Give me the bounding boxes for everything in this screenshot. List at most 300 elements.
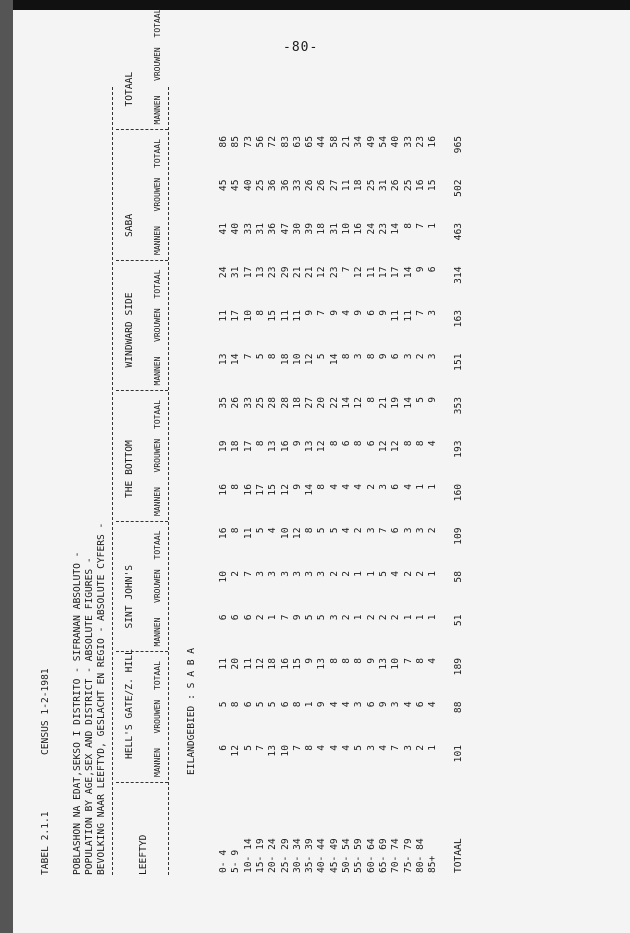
table-cell: 4 <box>328 701 340 708</box>
table-cell: 13 <box>267 745 279 757</box>
table-cell: 6 <box>427 266 439 273</box>
table-cell: 6 <box>242 614 254 621</box>
table-cell: 1 <box>402 614 414 621</box>
table-cell: 5 <box>304 614 316 621</box>
table-cell: 8 <box>267 353 279 360</box>
table-cell: 1 <box>365 571 377 577</box>
column-separator <box>116 391 168 392</box>
table-cell: 1 <box>427 571 439 577</box>
total-cell: 58 <box>453 571 465 583</box>
table-cell: 4 <box>427 658 439 664</box>
table-cell: 10 <box>218 571 229 583</box>
table-cell: 1 <box>427 614 439 621</box>
title-papiamento: POBLASHON NA EDAT,SEKSO I DISTRITO - SIFRANAN ABSOLUTO - <box>72 551 83 875</box>
table-cell: 11 <box>242 658 254 670</box>
page-number: -80- <box>283 40 319 55</box>
table-cell: 12 <box>316 440 328 453</box>
table-cell: 9 <box>316 701 328 708</box>
table-cell: 29 <box>279 266 291 279</box>
table-cell: 3 <box>414 527 426 534</box>
column-subheader: TOTAAL <box>153 8 162 38</box>
age-label: 75- 79 <box>402 838 414 873</box>
table-cell: 20 <box>316 397 328 409</box>
table-cell: 23 <box>414 136 426 148</box>
table-cell: 14 <box>230 353 242 366</box>
table-cell: 4 <box>341 527 352 534</box>
table-cell: 7 <box>316 310 328 316</box>
column-subheader: TOTAAL <box>153 139 162 168</box>
table-cell: 6 <box>414 701 426 708</box>
age-label: 5- 9 <box>230 849 242 873</box>
table-cell: 14 <box>341 397 352 409</box>
table-cell: 2 <box>414 745 426 751</box>
table-cell: 4 <box>402 484 414 490</box>
table-cell: 8 <box>341 658 352 664</box>
table-cell: 83 <box>279 136 291 148</box>
age-label: 0- 4 <box>218 849 229 873</box>
age-label: 10- 14 <box>242 838 254 873</box>
table-cell: 41 <box>218 223 229 235</box>
table-cell: 4 <box>427 440 439 447</box>
table-cell: 23 <box>328 266 340 279</box>
table-cell: 11 <box>218 658 229 670</box>
table-cell: 17 <box>254 484 266 496</box>
table-cell: 3 <box>427 353 439 360</box>
table-cell: 6 <box>218 614 229 621</box>
table-cell: 1 <box>414 614 426 621</box>
table-cell: 12 <box>353 266 365 279</box>
table-cell: 13 <box>316 658 328 670</box>
table-cell: 1 <box>427 484 439 490</box>
table-cell: 24 <box>365 223 377 235</box>
table-cell: 5 <box>242 745 254 751</box>
table-cell: 49 <box>365 136 377 148</box>
table-cell: 10 <box>242 310 254 322</box>
total-cell: 160 <box>453 484 465 502</box>
table-cell: 3 <box>427 310 439 316</box>
table-cell: 1 <box>353 571 365 577</box>
table-cell: 8 <box>230 484 242 490</box>
table-cell: 36 <box>267 179 279 192</box>
total-cell: 965 <box>453 136 465 154</box>
table-cell: 2 <box>341 614 352 621</box>
table-cell: 86 <box>218 136 229 148</box>
table-cell: 11 <box>291 310 303 322</box>
table-cell: 8 <box>254 440 266 447</box>
table-cell: 13 <box>254 266 266 279</box>
table-cell: 28 <box>267 397 279 409</box>
table-cell: 8 <box>230 701 242 708</box>
table-cell: 12 <box>304 353 316 366</box>
table-cell: 12 <box>390 440 402 453</box>
header-rule-top <box>112 87 113 875</box>
table-cell: 16 <box>279 440 291 453</box>
table-cell: 33 <box>242 397 254 409</box>
table-cell: 7 <box>414 223 426 229</box>
column-separator <box>116 521 168 522</box>
column-subheader: MANNEN <box>153 487 162 516</box>
table-cell: 6 <box>390 353 402 360</box>
table-cell: 15 <box>291 658 303 670</box>
total-cell: 193 <box>453 440 465 458</box>
total-cell: 151 <box>453 353 465 371</box>
table-cell: 5 <box>414 397 426 403</box>
table-cell: 8 <box>402 440 414 447</box>
table-cell: 25 <box>254 397 266 409</box>
table-cell: 36 <box>267 223 279 235</box>
table-cell: 10 <box>291 353 303 366</box>
table-cell: 3 <box>353 353 365 360</box>
table-cell: 6 <box>279 701 291 708</box>
table-cell: 6 <box>218 745 229 751</box>
table-cell: 26 <box>230 397 242 409</box>
table-cell: 9 <box>377 701 389 708</box>
age-label: 80- 84 <box>414 838 426 873</box>
table-cell: 21 <box>377 397 389 409</box>
column-subheader: VROUWEN <box>153 177 162 212</box>
column-subheader: MANNEN <box>153 617 162 647</box>
table-cell: 22 <box>328 397 340 409</box>
table-cell: 9 <box>304 658 316 664</box>
table-cell: 6 <box>365 440 377 447</box>
table-cell: 33 <box>291 179 303 192</box>
table-cell: 2 <box>427 527 439 534</box>
table-cell: 8 <box>402 223 414 229</box>
table-cell: 26 <box>390 179 402 192</box>
table-cell: 12 <box>377 440 389 453</box>
table-cell: 18 <box>316 223 328 235</box>
table-cell: 10 <box>341 223 352 235</box>
table-cell: 8 <box>414 658 426 664</box>
table-cell: 5 <box>254 353 266 360</box>
table-cell: 1 <box>304 701 316 708</box>
table-cell: 31 <box>230 266 242 279</box>
column-subheader: VROUWEN <box>153 438 162 473</box>
column-subheader: VROUWEN <box>153 569 162 603</box>
table-cell: 13 <box>304 440 316 453</box>
column-group-header: THE BOTTOM <box>124 440 135 498</box>
table-cell: 9 <box>414 266 426 273</box>
table-cell: 3 <box>402 353 414 360</box>
table-cell: 4 <box>402 701 414 708</box>
table-cell: 16 <box>427 136 439 148</box>
table-cell: 14 <box>402 397 414 409</box>
table-cell: 5 <box>377 571 389 577</box>
table-cell: 10 <box>279 527 291 540</box>
table-cell: 8 <box>254 310 266 316</box>
table-cell: 4 <box>267 527 279 534</box>
table-cell: 6 <box>365 701 377 708</box>
table-cell: 11 <box>242 527 254 540</box>
column-subheader: TOTAAL <box>153 269 162 299</box>
table-cell: 3 <box>291 571 303 577</box>
table-cell: 9 <box>365 658 377 664</box>
table-cell: 1 <box>353 614 365 621</box>
table-cell: 7 <box>242 353 254 360</box>
table-cell: 65 <box>304 136 316 148</box>
table-cell: 18 <box>267 658 279 670</box>
table-cell: 11 <box>390 310 402 322</box>
column-subheader: TOTAAL <box>153 661 162 690</box>
table-cell: 36 <box>279 179 291 192</box>
column-group-header: HELL'S GATE/Z. HILL <box>124 649 135 759</box>
table-cell: 25 <box>402 179 414 192</box>
table-cell: 11 <box>365 266 377 279</box>
table-cell: 5 <box>267 701 279 708</box>
table-cell: 26 <box>316 179 328 192</box>
scan-top-border <box>0 0 630 10</box>
table-cell: 8 <box>353 658 365 664</box>
table-cell: 3 <box>267 571 279 577</box>
age-label: 15- 19 <box>254 838 266 873</box>
table-cell: 2 <box>365 484 377 490</box>
table-cell: 2 <box>341 571 352 577</box>
table-cell: 25 <box>365 179 377 192</box>
table-cell: 8 <box>304 527 316 534</box>
table-cell: 1 <box>427 223 439 229</box>
table-cell: 3 <box>365 745 377 751</box>
table-cell: 5 <box>254 701 266 708</box>
table-cell: 23 <box>377 223 389 235</box>
table-cell: 5 <box>353 745 365 751</box>
table-cell: 4 <box>341 310 352 316</box>
table-cell: 31 <box>328 223 340 235</box>
table-cell: 7 <box>341 266 352 273</box>
table-cell: 19 <box>218 440 229 453</box>
table-cell: 9 <box>328 310 340 316</box>
table-cell: 11 <box>279 310 291 322</box>
table-cell: 2 <box>414 571 426 577</box>
table-cell: 12 <box>254 658 266 670</box>
column-subheader: VROUWEN <box>153 308 162 342</box>
table-cell: 27 <box>328 179 340 192</box>
table-cell: 12 <box>291 527 303 540</box>
column-subheader: TOTAAL <box>153 400 162 429</box>
age-label: 65- 69 <box>377 838 389 873</box>
table-cell: 4 <box>341 484 352 490</box>
age-label: 25- 29 <box>279 838 291 873</box>
table-cell: 11 <box>218 310 229 322</box>
table-cell: 6 <box>390 527 402 534</box>
table-cell: 18 <box>291 397 303 409</box>
table-cell: 3 <box>328 614 340 621</box>
table-cell: 5 <box>316 527 328 534</box>
age-label: 50- 54 <box>341 838 352 873</box>
table-cell: 31 <box>377 179 389 192</box>
table-cell: 2 <box>414 353 426 360</box>
table-cell: 17 <box>377 266 389 279</box>
table-cell: 4 <box>377 745 389 751</box>
table-cell: 12 <box>279 484 291 496</box>
table-cell: 9 <box>291 614 303 621</box>
table-cell: 40 <box>230 223 242 235</box>
table-cell: 13 <box>218 353 229 366</box>
table-cell: 24 <box>218 266 229 279</box>
table-cell: 16 <box>218 484 229 496</box>
total-cell: 88 <box>453 701 465 714</box>
table-cell: 23 <box>267 266 279 279</box>
column-subheader: MANNEN <box>153 226 162 255</box>
total-cell: 109 <box>453 527 465 545</box>
table-cell: 9 <box>291 440 303 447</box>
table-cell: 14 <box>390 223 402 235</box>
table-cell: 9 <box>291 484 303 490</box>
table-cell: 28 <box>279 397 291 409</box>
table-cell: 8 <box>365 397 377 403</box>
row-header-label: LEEFTYD <box>138 834 149 875</box>
table-cell: 8 <box>328 440 340 447</box>
column-separator <box>116 260 168 261</box>
table-cell: 15 <box>267 484 279 496</box>
column-subheader: TOTAAL <box>153 530 162 560</box>
table-cell: 8 <box>365 353 377 360</box>
table-cell: 72 <box>267 136 279 148</box>
table-cell: 3 <box>279 571 291 577</box>
table-cell: 16 <box>279 658 291 670</box>
table-cell: 8 <box>414 440 426 447</box>
table-cell: 9 <box>353 310 365 316</box>
total-cell: 101 <box>453 745 465 763</box>
table-cell: 5 <box>316 353 328 360</box>
table-cell: 30 <box>291 223 303 235</box>
table-cell: 7 <box>291 745 303 751</box>
age-label: 35- 39 <box>304 838 316 873</box>
scan-left-edge <box>0 0 13 933</box>
table-cell: 44 <box>316 136 328 148</box>
table-cell: 3 <box>390 701 402 708</box>
table-cell: 11 <box>402 310 414 322</box>
table-cell: 31 <box>254 223 266 235</box>
table-cell: 10 <box>390 658 402 670</box>
table-cell: 14 <box>402 266 414 279</box>
table-cell: 45 <box>230 179 242 192</box>
table-cell: 2 <box>230 571 242 577</box>
table-cell: 8 <box>341 353 352 360</box>
table-cell: 7 <box>254 745 266 751</box>
table-cell: 45 <box>218 179 229 192</box>
total-cell: 314 <box>453 266 465 284</box>
table-cell: 3 <box>402 527 414 534</box>
column-subheader: MANNEN <box>153 748 162 777</box>
table-cell: 15 <box>427 179 439 192</box>
age-label: 40- 44 <box>316 838 328 873</box>
table-cell: 5 <box>328 527 340 534</box>
table-cell: 14 <box>304 484 316 496</box>
table-cell: 6 <box>341 440 352 447</box>
table-cell: 7 <box>390 745 402 751</box>
total-cell: 189 <box>453 658 465 676</box>
table-cell: 85 <box>230 136 242 148</box>
table-cell: 17 <box>390 266 402 279</box>
table-cell: 63 <box>291 136 303 148</box>
age-label: 45- 49 <box>328 838 340 873</box>
table-cell: 20 <box>230 658 242 670</box>
age-label: 20- 24 <box>267 838 279 873</box>
table-cell: 9 <box>304 310 316 316</box>
total-cell: 463 <box>453 223 465 241</box>
table-cell: 34 <box>353 136 365 148</box>
table-cell: 56 <box>254 136 266 148</box>
table-cell: 18 <box>353 179 365 192</box>
census-date: CENSUS 1-2-1981 <box>40 668 51 755</box>
table-cell: 40 <box>390 136 402 148</box>
column-subheader: VROUWEN <box>153 699 162 734</box>
table-cell: 47 <box>279 223 291 235</box>
table-cell: 14 <box>328 353 340 366</box>
table-cell: 3 <box>316 571 328 577</box>
table-cell: 2 <box>353 527 365 534</box>
table-cell: 2 <box>377 614 389 621</box>
total-cell: 502 <box>453 179 465 197</box>
table-cell: 2 <box>254 614 266 621</box>
table-cell: 3 <box>254 571 266 577</box>
age-label: 60- 64 <box>365 838 377 873</box>
table-cell: 12 <box>316 266 328 279</box>
table-cell: 3 <box>365 527 377 534</box>
table-cell: 8 <box>291 701 303 708</box>
total-label: TOTAAL <box>453 838 465 873</box>
column-separator <box>116 130 168 131</box>
table-cell: 16 <box>414 179 426 192</box>
header-rule-bottom <box>168 87 169 875</box>
table-cell: 4 <box>328 745 340 751</box>
title-english: POPULATION BY AGE,SEX AND DISTRICT - ABSOLUTE FIGURES - <box>84 557 95 875</box>
table-cell: 2 <box>365 614 377 621</box>
column-separator <box>116 782 168 783</box>
table-cell: 8 <box>316 484 328 490</box>
table-cell: 1 <box>427 745 439 751</box>
table-cell: 2 <box>402 571 414 577</box>
table-cell: 27 <box>304 397 316 409</box>
table-cell: 3 <box>353 701 365 708</box>
table-cell: 33 <box>402 136 414 148</box>
table-cell: 18 <box>230 440 242 453</box>
table-cell: 4 <box>427 701 439 708</box>
table-cell: 39 <box>304 223 316 235</box>
column-group-header: TOTAAL <box>124 71 135 107</box>
table-cell: 40 <box>242 179 254 192</box>
total-cell: 353 <box>453 397 465 415</box>
table-cell: 15 <box>267 310 279 322</box>
table-cell: 17 <box>242 266 254 279</box>
column-group-header: SABA <box>124 213 135 237</box>
table-cell: 6 <box>390 484 402 490</box>
table-cell: 21 <box>291 266 303 279</box>
age-label: 70- 74 <box>390 838 402 873</box>
age-label: 85+ <box>427 855 439 873</box>
table-cell: 33 <box>242 223 254 235</box>
table-cell: 9 <box>377 310 389 316</box>
table-cell: 17 <box>242 440 254 453</box>
column-subheader: MANNEN <box>153 356 162 386</box>
table-cell: 25 <box>254 179 266 192</box>
table-cell: 4 <box>390 571 402 577</box>
table-cell: 8 <box>328 658 340 664</box>
table-cell: 16 <box>353 223 365 235</box>
table-cell: 3 <box>377 484 389 490</box>
table-cell: 4 <box>341 701 352 708</box>
table-cell: 26 <box>304 179 316 192</box>
total-cell: 51 <box>453 614 465 627</box>
table-cell: 13 <box>377 658 389 670</box>
table-cell: 2 <box>390 614 402 621</box>
total-cell: 163 <box>453 310 465 328</box>
table-cell: 7 <box>279 614 291 621</box>
table-id: TABEL 2.1.1 <box>40 811 51 875</box>
table-cell: 11 <box>341 179 352 192</box>
table-cell: 9 <box>427 397 439 403</box>
age-label: 55- 59 <box>353 838 365 873</box>
